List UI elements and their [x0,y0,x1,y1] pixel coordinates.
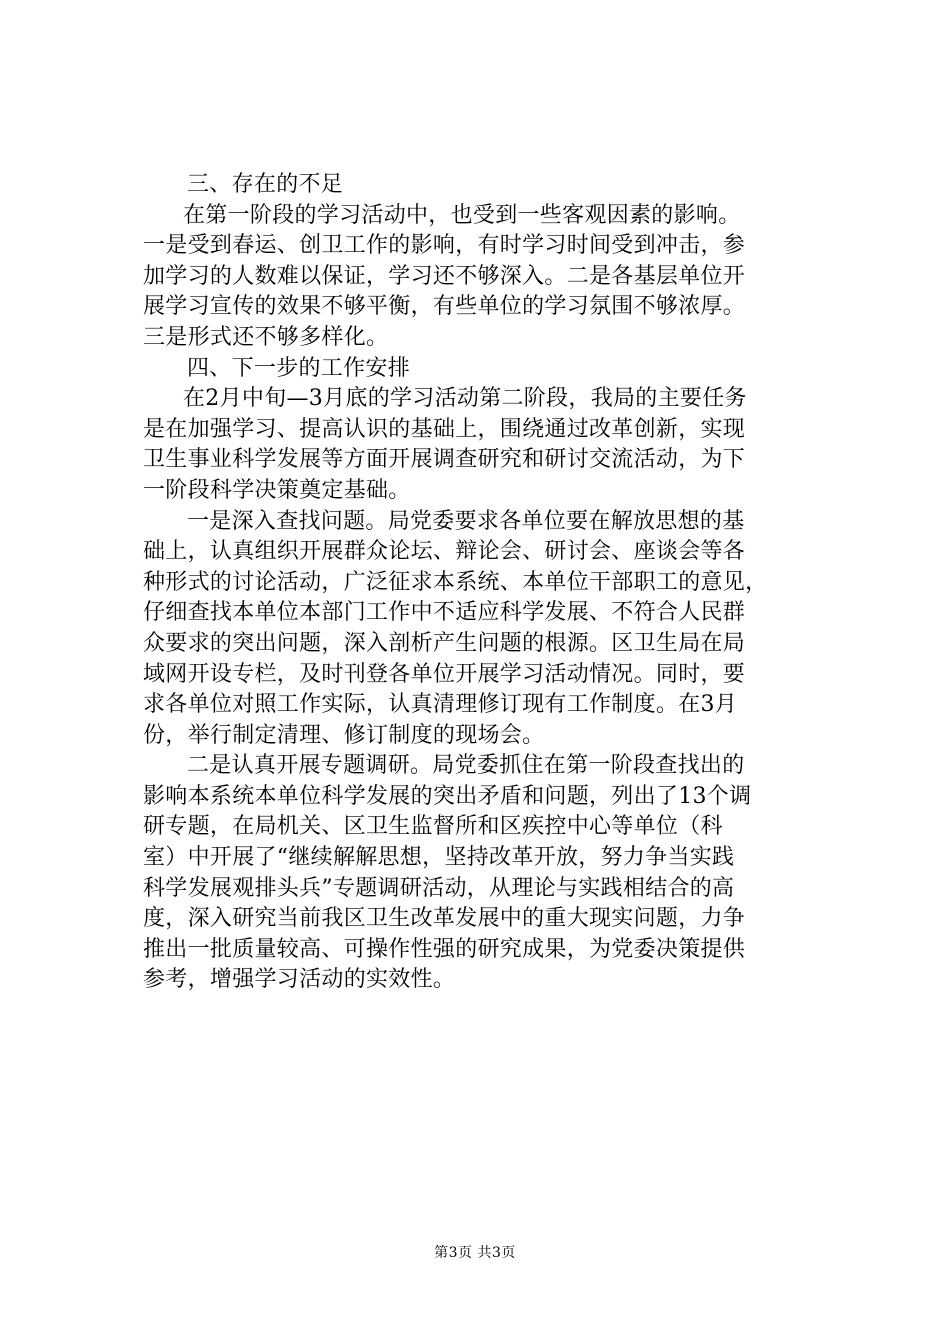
paragraph-line: 一是深入查找问题。局党委要求各单位要在解放思想的基 [187,508,745,534]
paragraph-line: 份，举行制定清理、修订制度的现场会。 [143,722,545,748]
paragraph-line: 域网开设专栏，及时刊登各单位开展学习活动情况。同时，要 [143,661,746,687]
paragraph-line: 加学习的人数难以保证，学习还不够深入。二是各基层单位开 [143,263,746,289]
paragraph-line: 三是形式还不够多样化。 [143,324,389,350]
paragraph-line: 影响本系统本单位科学发展的突出矛盾和问题，列出了13个调 [143,783,752,809]
paragraph-line: 卫生事业科学发展等方面开展调查研究和研讨交流活动，为下 [143,447,746,473]
paragraph-line: 仔细查找本单位本部门工作中不适应科学发展、不符合人民群 [143,600,746,626]
paragraph-line: 科学发展观排头兵”专题调研活动，从理论与实践相结合的高 [143,875,735,901]
paragraph-line: 种形式的讨论活动，广泛征求本系统、本单位干部职工的意见， [143,569,768,595]
paragraph-line: 求各单位对照工作实际，认真清理修订现有工作制度。在3月 [143,692,738,718]
paragraph-line: 一是受到春运、创卫工作的影响，有时学习时间受到冲击，参 [143,233,746,259]
paragraph-line: 参考，增强学习活动的实效性。 [143,967,456,993]
paragraph-line: 度，深入研究当前我区卫生改革发展中的重大现实问题，力争 [143,906,746,932]
paragraph-line: 一阶段科学决策奠定基础。 [143,477,411,503]
section-heading-next-steps: 四、下一步的工作安排 [187,355,411,381]
paragraph-line: 是在加强学习、提高认识的基础上，围绕通过改革创新，实现 [143,416,746,442]
paragraph-line: 展学习宣传的效果不够平衡，有些单位的学习氛围不够浓厚。 [143,294,746,320]
paragraph-line: 在2月中旬—3月底的学习活动第二阶段，我局的主要任务 [183,386,747,412]
paragraph-line: 室）中开展了“继续解解思想，坚持改革开放，努力争当实践 [143,845,735,871]
paragraph-line: 推出一批质量较高、可操作性强的研究成果，为党委决策提供 [143,936,746,962]
document-body [143,170,811,996]
paragraph-line: 础上，认真组织开展群众论坛、辩论会、研讨会、座谈会等各 [143,539,746,565]
paragraph-line: 在第一阶段的学习活动中，也受到一些客观因素的影响。 [183,202,741,228]
paragraph-line: 二是认真开展专题调研。局党委抓住在第一阶段查找出的 [187,753,745,779]
paragraph-line: 研专题，在局机关、区卫生监督所和区疾控中心等单位（科 [143,814,723,840]
section-heading-shortcomings: 三、存在的不足 [187,172,344,197]
page-number-footer: 第3页 共3页 [434,1245,516,1261]
paragraph-line: 众要求的突出问题，深入剖析产生问题的根源。区卫生局在局 [143,630,746,656]
